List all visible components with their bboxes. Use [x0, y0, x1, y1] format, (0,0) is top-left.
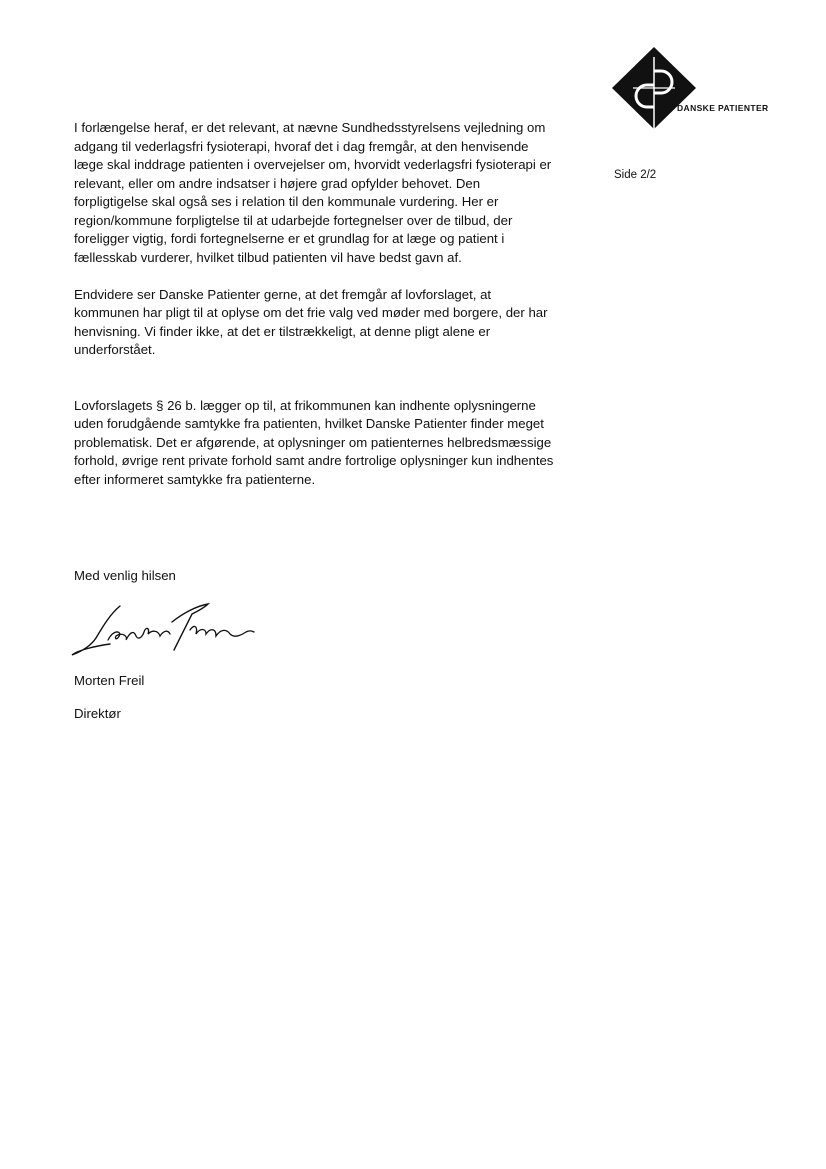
handwritten-signature	[68, 600, 263, 660]
paragraph: Lovforslagets § 26 b. lægger op til, at frikommunen kan indhente oplysningerne uden forudgående samtykke fra patienten, hvilket Danske Patienter finder meget problematisk. Det er afgørende, at oplysninger om patienternes helbredsmæssige forhold, øvrige rent private forhold samt andre fortrolige oplysninger kun indhentes efter informeret samtykke fra patienterne.	[74, 397, 554, 487]
closing-greeting: Med venlig hilsen	[74, 568, 176, 583]
logo-text: DANSKE PATIENTER	[677, 103, 769, 113]
signature-icon	[68, 600, 263, 660]
paragraph: Endvidere ser Danske Patienter gerne, at det fremgår af lovforslaget, at kommunen har pligt til at oplyse om det frie valg ved møder med borgere, der har henvisning. Vi finder ikke, at det er tilstrækkeligt, at denne pligt alene er underforstået.	[74, 286, 548, 357]
paragraph: I forlængelse heraf, er det relevant, at nævne Sundhedsstyrelsens vejledning om adgang til vederlagsfri fysioterapi, hvoraf det i dag fremgår, at den henvisende læge skal inddrage patienten i overvejelser om, hvorvidt vederlagsfri fysioterapi er relevant, eller om andre indsatser i højere grad opfylder behovet. Den forpligtigelse skal også ses i relation til den kommunale vurdering. Her er region/kommune forpligtelse til at udarbejde fortegnelser over de tilbud, der foreligger vigtig, fordi fortegnelserne er et grundlag for at læge og patient i fællesskab vurderer, hvilket tilbud patienten vil have bedst gavn af.	[74, 120, 552, 265]
logo-diamond-icon	[609, 45, 699, 130]
signer-title: Direktør	[74, 706, 121, 721]
letter-body	[74, 119, 554, 489]
danske-patienter-logo	[609, 45, 784, 130]
signer-name: Morten Freil	[74, 673, 145, 688]
page-number: Side 2/2	[614, 169, 657, 181]
